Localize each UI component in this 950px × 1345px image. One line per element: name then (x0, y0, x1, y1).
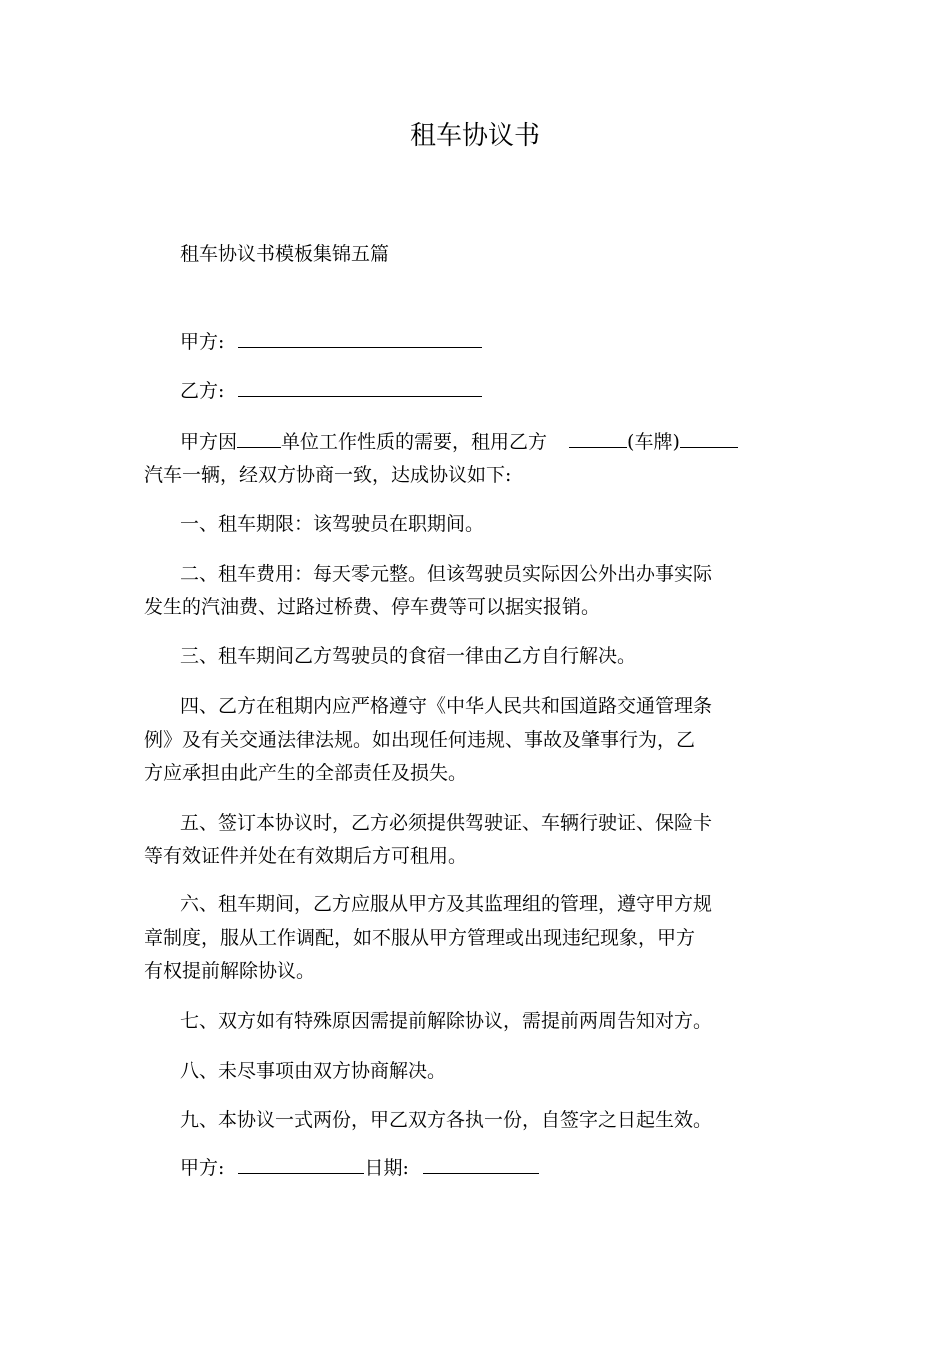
party-b-label: 乙方: (180, 380, 225, 402)
clause-6-line-3: 有权提前解除协议。 (144, 960, 316, 982)
party-b-line (144, 375, 784, 408)
document-subtitle (144, 238, 784, 271)
clause-2-line-1 (144, 558, 784, 591)
clause-7-text: 七、双方如有特殊原因需提前解除协议，需提前两周告知对方。 (180, 1010, 713, 1032)
clause-7 (144, 1005, 784, 1038)
plate-blank-1 (569, 428, 627, 448)
clause-4-text-1: 四、乙方在租期内应严格遵守《中华人民共和国道路交通管理条 (180, 695, 713, 717)
document-title: 租车协议书 (409, 121, 540, 151)
clause-8 (144, 1055, 784, 1088)
intro-line-2: 汽车一辆，经双方协商一致，达成协议如下: (144, 464, 512, 486)
sign-party-blank (238, 1154, 364, 1174)
clause-6-text-1: 六、租车期间，乙方应服从甲方及其监理组的管理，遵守甲方规 (180, 893, 713, 915)
clause-5-line-2: 等有效证件并处在有效期后方可租用。 (144, 845, 468, 867)
clause-6-line-1 (144, 888, 784, 921)
clause-8-text: 八、未尽事项由双方协商解决。 (180, 1060, 447, 1082)
clause-3-text: 三、租车期间乙方驾驶员的食宿一律由乙方自行解决。 (180, 645, 637, 667)
sign-date-blank (423, 1154, 539, 1174)
party-a-blank (238, 328, 482, 348)
sign-party-label: 甲方: (180, 1157, 225, 1179)
party-a-label: 甲方: (180, 331, 225, 353)
party-b-blank (238, 377, 482, 397)
clause-1 (144, 508, 784, 541)
clause-4-line-2: 例》及有关交通法律法规。如出现任何违规、事故及肇事行为，乙 (144, 729, 696, 751)
plate-blank-2 (680, 428, 738, 448)
clause-4-line-3: 方应承担由此产生的全部责任及损失。 (144, 762, 468, 784)
clause-2-line-2: 发生的汽油费、过路过桥费、停车费等可以据实报销。 (144, 596, 601, 618)
clause-6-line-2: 章制度，服从工作调配，如不服从甲方管理或出现违纪现象，甲方 (144, 927, 696, 949)
clause-3 (144, 640, 784, 673)
clause-1-text: 一、租车期限：该驾驶员在职期间。 (180, 513, 485, 535)
signature-line (144, 1152, 784, 1185)
clause-4-line-1 (144, 690, 784, 723)
intro-line-1 (144, 426, 784, 459)
subtitle-text: 租车协议书模板集锦五篇 (180, 243, 390, 265)
intro-text-b: 单位工作性质的需要，租用乙方 (281, 431, 548, 453)
clause-5-text-1: 五、签订本协议时，乙方必须提供驾驶证、车辆行驶证、保险卡 (180, 812, 713, 834)
intro-text-c: (车牌) (627, 431, 680, 453)
unit-blank (237, 428, 281, 448)
intro-text-a: 甲方因 (180, 431, 238, 453)
clause-9-text: 九、本协议一式两份，甲乙双方各执一份，自签字之日起生效。 (180, 1109, 713, 1131)
clause-5-line-1 (144, 807, 784, 840)
sign-date-label: 日期: (364, 1157, 409, 1179)
clause-2-text-1: 二、租车费用：每天零元整。但该驾驶员实际因公外出办事实际 (180, 563, 713, 585)
clause-9 (144, 1104, 784, 1137)
party-a-line (144, 326, 784, 359)
